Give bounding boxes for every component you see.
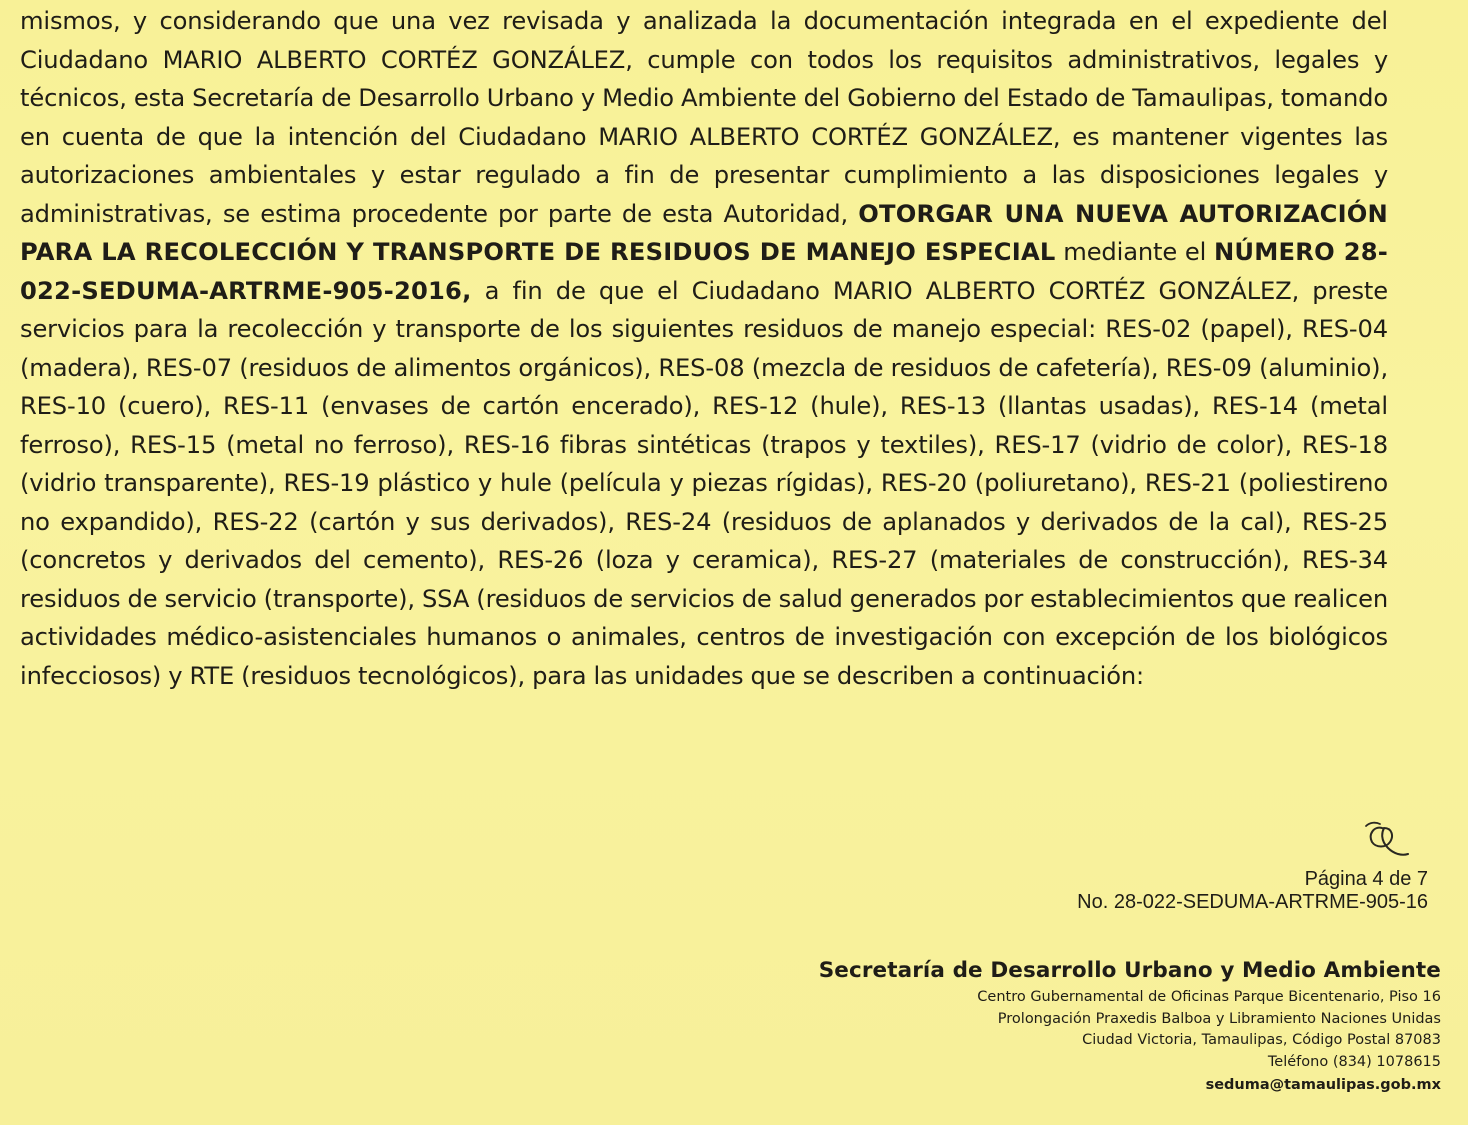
authorization-heading: OTORGAR UNA NUEVA AUTORIZACIÓN PARA LA RECOLECCIÓN Y TRANSPORTE DE RESIDUOS DE MANEJO ESPECIAL bbox=[20, 199, 1388, 266]
page-number: Página 4 de 7 bbox=[1304, 868, 1428, 890]
document-number: No. 28-022-SEDUMA-ARTRME-905-16 bbox=[1077, 891, 1428, 913]
footer-address-line-2: Prolongación Praxedis Balboa y Libramiento Naciones Unidas bbox=[997, 1010, 1441, 1027]
footer-address-line-1: Centro Gubernamental de Oficinas Parque Bicentenario, Piso 16 bbox=[977, 989, 1441, 1005]
body-text-part-1: mismos, y considerando que una vez revisada y analizada la documentación integrada en el expediente del Ciudadano MARIO ALBERTO CORTÉZ GONZÁLEZ, cumple con todos los requisitos administrativos, legales y técnicos, esta Secretaría de Desarrollo Urbano y Medio Ambiente del Gobierno del Estado de Tamaulipas, tomando en cuenta de que la intención del Ciudadano MARIO ALBERTO CORTÉZ GONZÁLEZ, es mantener vigentes las autorizaciones ambientales y estar regulado a fin de presentar cumplimiento a las disposiciones legales y administrativas, se estima procedente por parte de esta Autoridad, bbox=[20, 7, 1388, 228]
body-paragraph bbox=[20, 2, 1388, 695]
footer-address-line-3: Ciudad Victoria, Tamaulipas, Código Postal 87083 bbox=[1082, 1032, 1441, 1049]
handwritten-initial-icon bbox=[1352, 818, 1412, 862]
body-text-part-3: a fin de que el Ciudadano MARIO ALBERTO CORTÉZ GONZÁLEZ, preste servicios para la recolección y transporte de los siguientes residuos de manejo especial: RES-02 (papel), RES-04 (madera), RES-07 (residuos de alimentos orgánicos), RES-08 (mezcla de residuos de cafetería), RES-09 (aluminio), RES-10 (cuero), RES-11 (envases de cartón encerado), RES-12 (hule), RES-13 (llantas usadas), RES-14 (metal ferroso), RES-15 (metal no ferroso), RES-16 fibras sintéticas (trapos y textiles), RES-17 (vidrio de color), RES-18 (vidrio transparente), RES-19 plástico y hule (película y piezas rígidas), RES-20 (poliuretano), RES-21 (poliestireno no expandido), RES-22 (cartón y sus derivados), RES-24 (residuos de aplanados y derivados de la cal), RES-25 (concretos y derivados del cemento), RES-26 (loza y ceramica), RES-27 (materiales de construcción), RES-34 residuos de servicio (transporte), SSA (residuos de servicios de salud generados por establecimientos que realicen actividades médico-asistenciales humanos o animales, centros de investigación con excepción de los biológicos infecciosos) y RTE (residuos tecnológicos), para las unidades que se describen a continuación: bbox=[20, 276, 1388, 690]
authorization-number: NÚMERO 28-022-SEDUMA-ARTRME-905-2016, bbox=[20, 238, 1389, 305]
footer bbox=[819, 955, 1441, 1097]
page-info bbox=[1077, 868, 1428, 914]
body-text-part-2: mediante el bbox=[1055, 238, 1214, 266]
footer-email: seduma@tamaulipas.gob.mx bbox=[1205, 1077, 1441, 1094]
footer-phone: Teléfono (834) 1078615 bbox=[1267, 1053, 1441, 1070]
footer-org-name: Secretaría de Desarrollo Urbano y Medio Ambiente bbox=[818, 958, 1441, 983]
